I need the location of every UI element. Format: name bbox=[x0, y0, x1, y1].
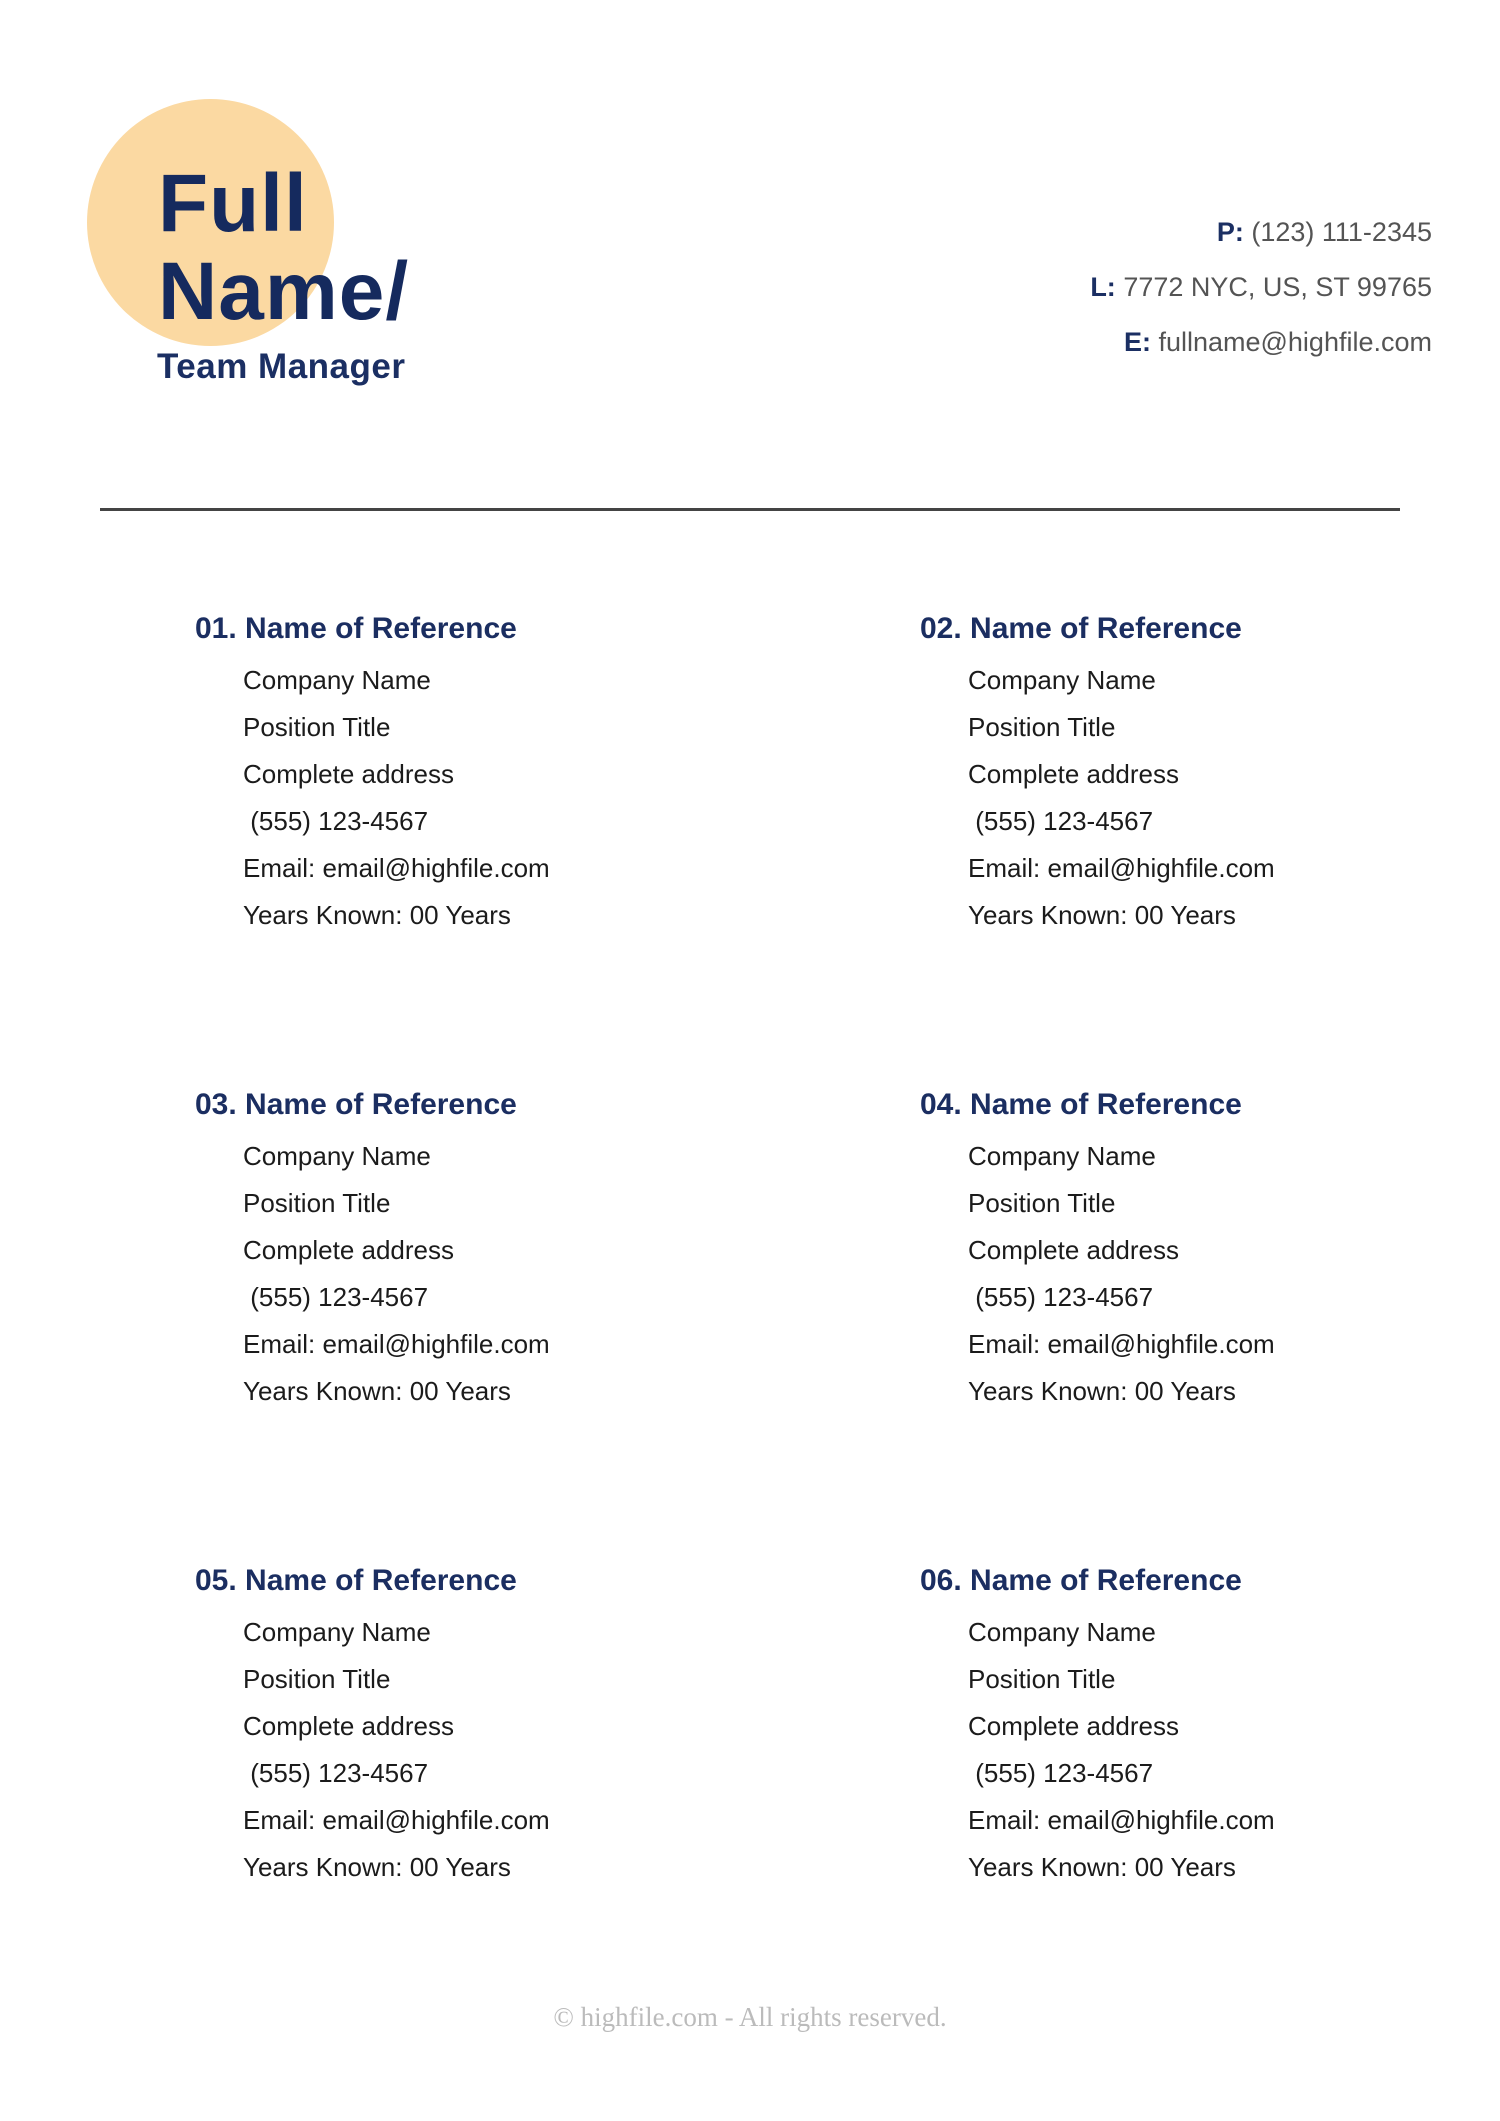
reference-block-03 bbox=[195, 1085, 920, 1415]
reference-phone-line: (555) 123-4567 bbox=[968, 806, 1154, 836]
reference-details bbox=[968, 657, 1500, 939]
reference-block-01 bbox=[195, 609, 920, 939]
reference-email-line: Email: email@highfile.com bbox=[968, 853, 1275, 883]
reference-address-line: Complete address bbox=[243, 759, 454, 789]
reference-company-line: Company Name bbox=[243, 665, 431, 695]
location-label: L: bbox=[1090, 272, 1116, 302]
reference-company-line: Company Name bbox=[968, 665, 1156, 695]
reference-position-line: Position Title bbox=[243, 712, 391, 742]
reference-email-line: Email: email@highfile.com bbox=[243, 853, 550, 883]
contact-line-phone bbox=[1090, 205, 1432, 260]
reference-email-line: Email: email@highfile.com bbox=[968, 1329, 1275, 1359]
reference-company-line: Company Name bbox=[243, 1141, 431, 1171]
reference-heading: 02. Name of Reference bbox=[920, 612, 1242, 645]
footer-copyright: © highfile.com - All rights reserved. bbox=[553, 2002, 947, 2032]
reference-position-line: Position Title bbox=[243, 1664, 391, 1694]
reference-block-02 bbox=[920, 609, 1500, 939]
reference-years-line: Years Known: 00 Years bbox=[968, 1852, 1236, 1882]
phone-label: P: bbox=[1216, 217, 1244, 247]
reference-heading: 05. Name of Reference bbox=[195, 1564, 517, 1597]
reference-details bbox=[243, 1609, 920, 1891]
location-value: 7772 NYC, US, ST 99765 bbox=[1123, 272, 1432, 302]
reference-details bbox=[968, 1133, 1500, 1415]
email-value: fullname@highfile.com bbox=[1158, 327, 1432, 357]
reference-position-line: Position Title bbox=[968, 712, 1116, 742]
reference-position-line: Position Title bbox=[243, 1188, 391, 1218]
reference-years-line: Years Known: 00 Years bbox=[968, 1376, 1236, 1406]
full-name-line1: Full bbox=[158, 158, 308, 249]
reference-address-line: Complete address bbox=[968, 759, 1179, 789]
reference-phone-line: (555) 123-4567 bbox=[243, 1282, 429, 1312]
reference-phone-line: (555) 123-4567 bbox=[243, 1758, 429, 1788]
reference-details bbox=[968, 1609, 1500, 1891]
reference-row-2 bbox=[195, 1085, 1435, 1415]
reference-details bbox=[243, 657, 920, 939]
reference-phone-line: (555) 123-4567 bbox=[968, 1282, 1154, 1312]
header-divider bbox=[100, 508, 1400, 511]
reference-block-05 bbox=[195, 1561, 920, 1891]
reference-heading: 04. Name of Reference bbox=[920, 1088, 1242, 1121]
reference-years-line: Years Known: 00 Years bbox=[243, 900, 511, 930]
reference-email-line: Email: email@highfile.com bbox=[243, 1805, 550, 1835]
reference-address-line: Complete address bbox=[243, 1711, 454, 1741]
reference-heading: 03. Name of Reference bbox=[195, 1088, 517, 1121]
reference-row-3 bbox=[195, 1561, 1435, 1891]
contact-line-location bbox=[1090, 260, 1432, 315]
reference-address-line: Complete address bbox=[968, 1235, 1179, 1265]
reference-years-line: Years Known: 00 Years bbox=[243, 1376, 511, 1406]
reference-position-line: Position Title bbox=[968, 1188, 1116, 1218]
full-name bbox=[158, 160, 409, 336]
reference-block-04 bbox=[920, 1085, 1500, 1415]
reference-years-line: Years Known: 00 Years bbox=[243, 1852, 511, 1882]
reference-email-line: Email: email@highfile.com bbox=[968, 1805, 1275, 1835]
reference-position-line: Position Title bbox=[968, 1664, 1116, 1694]
role-title: Team Manager bbox=[157, 347, 406, 386]
contact-block bbox=[1090, 205, 1432, 370]
phone-value: (123) 111-2345 bbox=[1251, 217, 1432, 247]
reference-block-06 bbox=[920, 1561, 1500, 1891]
reference-row-1 bbox=[195, 609, 1435, 939]
reference-address-line: Complete address bbox=[243, 1235, 454, 1265]
full-name-line2: Name/ bbox=[158, 246, 410, 337]
reference-company-line: Company Name bbox=[243, 1617, 431, 1647]
reference-heading: 06. Name of Reference bbox=[920, 1564, 1242, 1597]
email-label: E: bbox=[1123, 327, 1151, 357]
reference-company-line: Company Name bbox=[968, 1617, 1156, 1647]
contact-line-email bbox=[1090, 315, 1432, 370]
reference-details bbox=[243, 1133, 920, 1415]
reference-phone-line: (555) 123-4567 bbox=[968, 1758, 1154, 1788]
reference-email-line: Email: email@highfile.com bbox=[243, 1329, 550, 1359]
reference-years-line: Years Known: 00 Years bbox=[968, 900, 1236, 930]
reference-phone-line: (555) 123-4567 bbox=[243, 806, 429, 836]
reference-company-line: Company Name bbox=[968, 1141, 1156, 1171]
reference-address-line: Complete address bbox=[968, 1711, 1179, 1741]
reference-heading: 01. Name of Reference bbox=[195, 612, 517, 645]
